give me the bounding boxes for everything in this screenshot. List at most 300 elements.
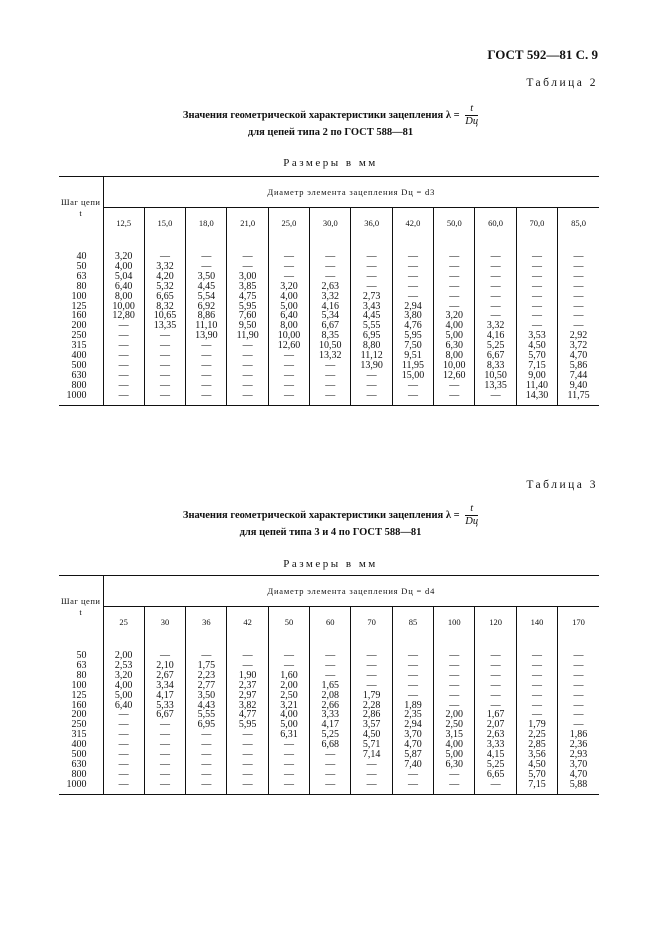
chain-pitch-cell: 160 — [71, 310, 87, 322]
value-cell: — — [186, 740, 227, 750]
value-cell: 11,10 — [186, 321, 227, 331]
value-cell: — — [103, 720, 144, 730]
value-cell: 1,79 — [351, 691, 392, 701]
value-cell: — — [268, 238, 309, 262]
value-cell: 11,90 — [227, 331, 268, 341]
value-cell: 2,07 — [475, 720, 516, 730]
chain-pitch-cell: 1000 — [59, 391, 103, 405]
column-header: 36,0 — [351, 208, 392, 239]
value-cell: — — [144, 720, 185, 730]
value-cell: 8,00 — [434, 351, 475, 361]
value-cell: — — [351, 391, 392, 405]
value-cell: — — [310, 750, 351, 760]
value-cell: 5,87 — [392, 750, 433, 760]
value-cell: 11,75 — [558, 391, 599, 405]
value-cell: 4,43 — [186, 701, 227, 711]
value-cell: — — [268, 351, 309, 361]
value-cell: — — [186, 371, 227, 381]
value-cell: — — [268, 637, 309, 661]
chain-pitch-cell: 400 — [71, 739, 87, 751]
value-cell: — — [310, 361, 351, 371]
table3-subtitle: для цепей типа 3 и 4 по ГОСТ 588—81 — [239, 527, 422, 538]
value-cell: — — [516, 701, 557, 711]
chain-pitch-cell: 800 — [71, 768, 87, 780]
value-cell: 2,50 — [268, 691, 309, 701]
value-cell: — — [475, 282, 516, 292]
value-cell: 6,40 — [103, 282, 144, 292]
value-cell: — — [310, 671, 351, 681]
value-cell: — — [558, 661, 599, 671]
stub-header-text: Шаг цепи t — [61, 196, 101, 218]
value-cell: 4,00 — [434, 321, 475, 331]
value-cell: — — [268, 262, 309, 272]
value-cell: 5,25 — [475, 341, 516, 351]
value-cell: 7,14 — [351, 750, 392, 760]
value-cell: — — [351, 637, 392, 661]
value-cell: 12,60 — [268, 341, 309, 351]
value-cell: 3,56 — [516, 750, 557, 760]
value-cell: — — [558, 282, 599, 292]
value-cell: 10,00 — [434, 361, 475, 371]
value-cell: — — [310, 637, 351, 661]
value-cell: — — [475, 681, 516, 691]
value-cell: — — [516, 321, 557, 331]
value-cell: 6,68 — [310, 740, 351, 750]
chain-pitch-cell: 630 — [71, 758, 87, 770]
value-cell: — — [103, 710, 144, 720]
chain-pitch-cell: 500 — [71, 359, 87, 371]
table2-container — [59, 176, 599, 406]
value-cell: — — [227, 391, 268, 405]
value-cell: — — [268, 272, 309, 282]
value-cell: — — [434, 302, 475, 312]
value-cell: — — [103, 750, 144, 760]
value-cell: 2,25 — [516, 730, 557, 740]
value-cell: — — [144, 238, 185, 262]
value-cell: — — [268, 661, 309, 671]
value-cell: 5,88 — [558, 780, 599, 794]
value-cell: 1,75 — [186, 661, 227, 671]
value-cell: 9,40 — [558, 381, 599, 391]
value-cell: 3,00 — [227, 272, 268, 282]
value-cell: — — [144, 780, 185, 794]
value-cell: 6,30 — [434, 341, 475, 351]
value-cell: 2,92 — [558, 331, 599, 341]
value-cell: — — [475, 671, 516, 681]
value-cell: 2,23 — [186, 671, 227, 681]
chain-pitch-cell: 200 — [71, 709, 87, 721]
value-cell: — — [227, 780, 268, 794]
value-cell: — — [186, 391, 227, 405]
value-cell: — — [516, 637, 557, 661]
value-cell: 2,94 — [392, 720, 433, 730]
value-cell: 3,82 — [227, 701, 268, 711]
column-header: 25,0 — [268, 208, 309, 239]
value-cell: — — [227, 760, 268, 770]
value-cell: — — [227, 341, 268, 351]
value-cell: 2,97 — [227, 691, 268, 701]
value-cell: 4,00 — [434, 740, 475, 750]
value-cell: 13,35 — [144, 321, 185, 331]
value-cell: — — [227, 730, 268, 740]
value-cell: — — [392, 282, 433, 292]
value-cell: 3,80 — [392, 311, 433, 321]
table3-units: Размеры в мм — [283, 558, 378, 570]
value-cell: — — [144, 760, 185, 770]
chain-pitch-cell: 50 — [76, 260, 87, 272]
value-cell: 4,75 — [227, 292, 268, 302]
value-cell: — — [558, 720, 599, 730]
value-cell: — — [186, 351, 227, 361]
value-cell: 3,20 — [268, 282, 309, 292]
value-cell: 11,40 — [516, 381, 557, 391]
value-cell: 1,65 — [310, 681, 351, 691]
value-cell: 2,63 — [310, 282, 351, 292]
value-cell: — — [392, 780, 433, 794]
value-cell: — — [227, 740, 268, 750]
value-cell: — — [475, 292, 516, 302]
value-cell: — — [351, 272, 392, 282]
chain-pitch-cell: 100 — [71, 290, 87, 302]
value-cell: — — [351, 770, 392, 780]
value-cell: 8,00 — [268, 321, 309, 331]
value-cell: — — [558, 681, 599, 691]
value-cell: 1,90 — [227, 671, 268, 681]
value-cell: — — [558, 292, 599, 302]
value-cell: 8,33 — [475, 361, 516, 371]
table2-label: Таблица 2 — [526, 77, 598, 89]
value-cell: 13,90 — [351, 361, 392, 371]
column-header: 30 — [144, 607, 185, 638]
value-cell: 2,00 — [268, 681, 309, 691]
value-cell: 2,00 — [103, 637, 144, 661]
value-cell: — — [268, 371, 309, 381]
value-cell: — — [558, 238, 599, 262]
value-cell: — — [351, 238, 392, 262]
value-cell: — — [392, 272, 433, 282]
value-cell: 1,67 — [475, 710, 516, 720]
value-cell: 7,60 — [227, 311, 268, 321]
column-header: 42,0 — [392, 208, 433, 239]
value-cell: 3,20 — [434, 311, 475, 321]
value-cell: — — [351, 681, 392, 691]
value-cell: — — [434, 661, 475, 671]
value-cell: 3,85 — [227, 282, 268, 292]
value-cell: — — [227, 637, 268, 661]
value-cell: — — [516, 282, 557, 292]
value-cell: — — [558, 311, 599, 321]
value-cell: — — [103, 331, 144, 341]
value-cell: 3,20 — [103, 671, 144, 681]
value-cell: 11,12 — [351, 351, 392, 361]
column-header: 12,5 — [103, 208, 144, 239]
column-header: 60 — [310, 607, 351, 638]
value-cell: 4,70 — [392, 740, 433, 750]
value-cell: — — [475, 691, 516, 701]
value-cell: — — [310, 381, 351, 391]
value-cell: 8,32 — [144, 302, 185, 312]
fraction-numerator: t — [465, 103, 478, 116]
value-cell: — — [351, 262, 392, 272]
value-cell: — — [144, 371, 185, 381]
value-cell: 5,95 — [227, 720, 268, 730]
table2-body — [59, 238, 599, 405]
table3-column-headers — [59, 607, 599, 638]
value-cell: 2,93 — [558, 750, 599, 760]
value-cell: — — [475, 311, 516, 321]
value-cell: 9,50 — [227, 321, 268, 331]
value-cell: 3,53 — [516, 331, 557, 341]
value-cell: — — [186, 730, 227, 740]
value-cell: 12,60 — [434, 371, 475, 381]
value-cell: 2,94 — [392, 302, 433, 312]
value-cell: — — [392, 681, 433, 691]
value-cell: — — [558, 272, 599, 282]
chain-pitch-cell: 80 — [76, 280, 87, 292]
chain-pitch-cell: 315 — [71, 340, 87, 352]
value-cell: 7,44 — [558, 371, 599, 381]
value-cell: — — [351, 671, 392, 681]
value-cell: 2,86 — [351, 710, 392, 720]
column-header: 25 — [103, 607, 144, 638]
value-cell: 3,15 — [434, 730, 475, 740]
value-cell: 4,15 — [475, 750, 516, 760]
value-cell: — — [144, 341, 185, 351]
value-cell: 5,00 — [268, 302, 309, 312]
value-cell: — — [516, 238, 557, 262]
column-header: 85 — [392, 607, 433, 638]
chain-pitch-cell: 63 — [76, 659, 87, 671]
value-cell: — — [227, 361, 268, 371]
value-cell: 5,00 — [103, 691, 144, 701]
value-cell: 5,55 — [351, 321, 392, 331]
column-header: 50 — [268, 607, 309, 638]
value-cell: 9,51 — [392, 351, 433, 361]
chain-pitch-cell: 160 — [71, 699, 87, 711]
value-cell: 11,95 — [392, 361, 433, 371]
value-cell: — — [103, 361, 144, 371]
value-cell: 2,00 — [434, 710, 475, 720]
page-header: ГОСТ 592—81 С. 9 — [487, 47, 598, 62]
value-cell: 3,50 — [186, 691, 227, 701]
table-row — [59, 238, 599, 262]
value-cell: — — [268, 780, 309, 794]
value-cell: 2,85 — [516, 740, 557, 750]
value-cell: — — [227, 262, 268, 272]
value-cell: 5,00 — [434, 750, 475, 760]
value-cell: — — [103, 381, 144, 391]
value-cell: — — [268, 391, 309, 405]
value-cell: 6,67 — [310, 321, 351, 331]
value-cell: 2,50 — [434, 720, 475, 730]
value-cell: 4,76 — [392, 321, 433, 331]
value-cell: 4,50 — [516, 341, 557, 351]
value-cell: 5,95 — [227, 302, 268, 312]
value-cell: — — [227, 351, 268, 361]
value-cell: 4,00 — [103, 262, 144, 272]
value-cell: — — [516, 671, 557, 681]
value-cell: — — [268, 361, 309, 371]
value-cell: — — [516, 262, 557, 272]
value-cell: 2,67 — [144, 671, 185, 681]
value-cell: — — [144, 740, 185, 750]
value-cell: 12,80 — [103, 311, 144, 321]
value-cell: 1,89 — [392, 701, 433, 711]
value-cell: 1,86 — [558, 730, 599, 740]
value-cell: 7,50 — [392, 341, 433, 351]
value-cell: — — [227, 238, 268, 262]
value-cell: — — [268, 760, 309, 770]
value-cell: 14,30 — [516, 391, 557, 405]
value-cell: — — [103, 770, 144, 780]
chain-pitch-cell: 50 — [76, 650, 87, 661]
value-cell: 3,70 — [558, 760, 599, 770]
value-cell: — — [310, 770, 351, 780]
value-cell: — — [434, 381, 475, 391]
column-header: 120 — [475, 607, 516, 638]
value-cell: — — [186, 381, 227, 391]
value-cell: 2,28 — [351, 701, 392, 711]
value-cell: 2,36 — [558, 740, 599, 750]
value-cell: — — [227, 770, 268, 780]
value-cell: 3,21 — [268, 701, 309, 711]
chain-pitch-cell: 500 — [71, 749, 87, 761]
value-cell: — — [516, 691, 557, 701]
value-cell: — — [144, 391, 185, 405]
value-cell: — — [144, 730, 185, 740]
value-cell: 3,33 — [310, 710, 351, 720]
chain-pitch-cell: 200 — [71, 320, 87, 332]
value-cell: 6,30 — [434, 760, 475, 770]
value-cell: 4,45 — [351, 311, 392, 321]
column-header: 140 — [516, 607, 557, 638]
column-header: 18,0 — [186, 208, 227, 239]
table3-container — [59, 575, 599, 795]
chain-pitch-cell: 250 — [71, 719, 87, 731]
table3-body — [59, 637, 599, 794]
value-cell: — — [310, 391, 351, 405]
value-cell: — — [227, 750, 268, 760]
value-cell: 5,00 — [434, 331, 475, 341]
value-cell: — — [434, 238, 475, 262]
value-cell: — — [434, 671, 475, 681]
value-cell: 6,65 — [475, 770, 516, 780]
column-header: 70,0 — [516, 208, 557, 239]
value-cell: — — [516, 302, 557, 312]
value-cell: — — [475, 701, 516, 711]
value-cell: 1,79 — [516, 720, 557, 730]
value-cell: 8,86 — [186, 311, 227, 321]
value-cell: — — [475, 262, 516, 272]
value-cell: 6,67 — [475, 351, 516, 361]
value-cell: — — [144, 351, 185, 361]
table3-span-header: Диаметр элемента зацепления Dц = d4 — [103, 576, 599, 607]
value-cell: 5,25 — [475, 760, 516, 770]
table2-column-headers — [59, 208, 599, 239]
value-cell: 4,00 — [268, 710, 309, 720]
value-cell: 2,77 — [186, 681, 227, 691]
value-cell: — — [103, 321, 144, 331]
value-cell: — — [351, 381, 392, 391]
value-cell: 4,16 — [475, 331, 516, 341]
value-cell: — — [475, 272, 516, 282]
value-cell: — — [434, 391, 475, 405]
value-cell: 3,32 — [475, 321, 516, 331]
value-cell: — — [392, 661, 433, 671]
value-cell: 3,43 — [351, 302, 392, 312]
value-cell: — — [268, 750, 309, 760]
value-cell: — — [186, 238, 227, 262]
value-cell: 10,00 — [268, 331, 309, 341]
value-cell: — — [558, 637, 599, 661]
value-cell: — — [310, 272, 351, 282]
value-cell: — — [227, 381, 268, 391]
column-header: 36 — [186, 607, 227, 638]
value-cell: — — [516, 292, 557, 302]
value-cell: — — [186, 637, 227, 661]
value-cell: — — [434, 262, 475, 272]
value-cell: 4,50 — [351, 730, 392, 740]
value-cell: 2,73 — [351, 292, 392, 302]
value-cell: 2,63 — [475, 730, 516, 740]
value-cell: — — [558, 701, 599, 711]
value-cell: 2,10 — [144, 661, 185, 671]
value-cell: 7,40 — [392, 760, 433, 770]
value-cell: — — [434, 770, 475, 780]
value-cell: — — [434, 282, 475, 292]
value-cell: — — [392, 262, 433, 272]
table3-label: Таблица 3 — [526, 479, 598, 491]
value-cell: 1,60 — [268, 671, 309, 681]
value-cell: 7,15 — [516, 780, 557, 794]
value-cell: — — [186, 341, 227, 351]
value-cell: — — [392, 671, 433, 681]
column-header: 30,0 — [310, 208, 351, 239]
value-cell: — — [351, 371, 392, 381]
value-cell: 10,50 — [475, 371, 516, 381]
value-cell: 6,40 — [103, 701, 144, 711]
chain-pitch-cell: 315 — [71, 729, 87, 741]
value-cell: — — [103, 740, 144, 750]
column-header: 50,0 — [434, 208, 475, 239]
value-cell: 4,50 — [516, 760, 557, 770]
value-cell: 3,57 — [351, 720, 392, 730]
value-cell: — — [351, 780, 392, 794]
value-cell: — — [434, 780, 475, 794]
value-cell: 2,53 — [103, 661, 144, 671]
column-header: 170 — [558, 607, 599, 638]
value-cell: 15,00 — [392, 371, 433, 381]
value-cell: 7,15 — [516, 361, 557, 371]
chain-pitch-cell: 125 — [71, 300, 87, 312]
value-cell: — — [186, 750, 227, 760]
value-cell: — — [144, 637, 185, 661]
value-cell: — — [475, 302, 516, 312]
value-cell: — — [268, 770, 309, 780]
value-cell: — — [103, 341, 144, 351]
value-cell: — — [392, 391, 433, 405]
value-cell: 9,00 — [516, 371, 557, 381]
value-cell: — — [475, 391, 516, 405]
value-cell: — — [268, 381, 309, 391]
table2-title-line1: Значения геометрической характеристики зацепления λ = — [182, 109, 460, 121]
chain-pitch-cell: 40 — [76, 251, 87, 262]
value-cell: 4,17 — [144, 691, 185, 701]
column-header: 85,0 — [558, 208, 599, 239]
value-cell: — — [310, 661, 351, 671]
value-cell: — — [558, 302, 599, 312]
value-cell: — — [227, 371, 268, 381]
